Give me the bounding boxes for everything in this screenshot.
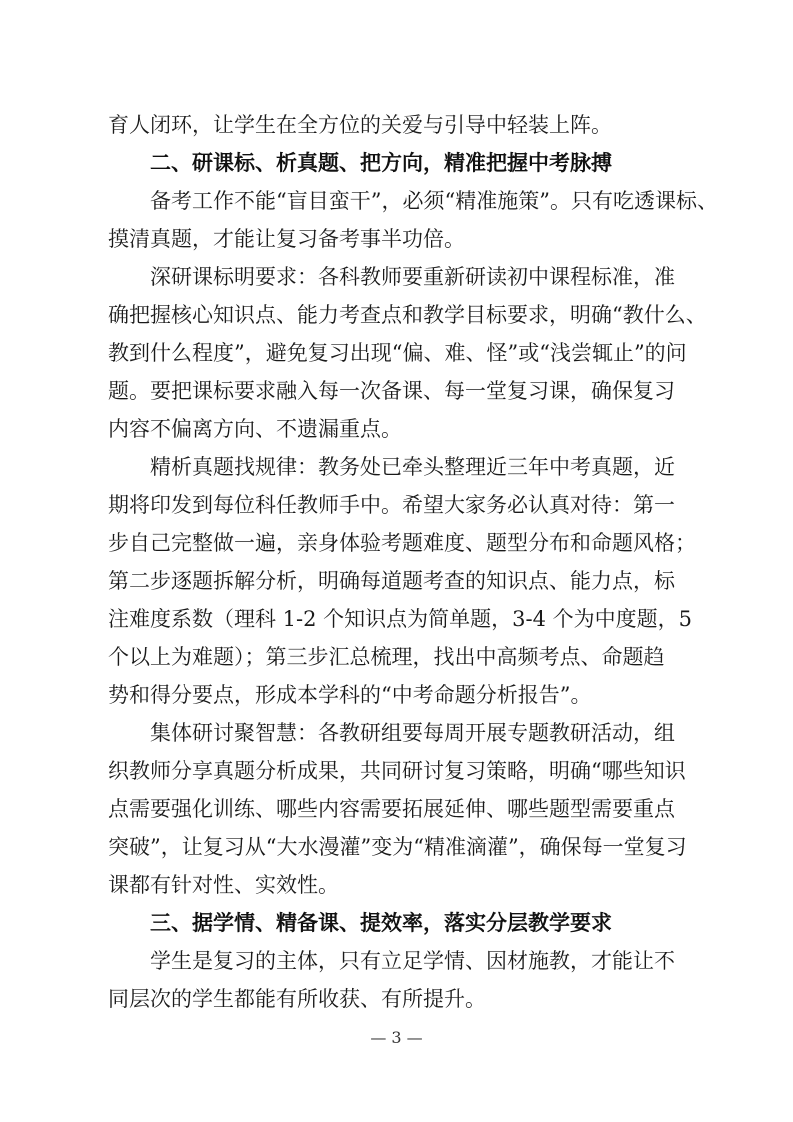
line-text: 期将印发到每位科任教师手中。希望大家务必认真对待：第一	[108, 493, 675, 517]
line-text: 织教师分享真题分析成果，共同研讨复习策略，明确“哪些知识	[108, 759, 686, 783]
paragraph-line	[0, 182, 793, 220]
section-heading-2	[0, 144, 793, 182]
line-text: 个以上为难题）；第三步汇总梳理，找出中高频考点、命题趋	[108, 645, 665, 669]
paragraph-line	[0, 600, 793, 638]
page-number: — 3 —	[370, 1028, 423, 1047]
paragraph-line	[0, 448, 793, 486]
line-text: 集体研讨聚智慧：各教研组要每周开展专题教研活动，组	[150, 721, 675, 745]
paragraph-line	[0, 372, 793, 410]
line-text: 第二步逐题拆解分析，明确每道题考查的知识点、能力点，标	[108, 569, 675, 593]
line-text: 备考工作不能“盲目蛮干”，必须“精准施策”。只有吃透课标、	[150, 189, 718, 213]
line-text: 注难度系数（理科 1-2 个知识点为简单题，3-4 个为中度题，5	[108, 607, 693, 631]
line-text: 教到什么程度”，避免复习出现“偏、难、怪”或“浅尝辄止”的问	[108, 341, 687, 365]
paragraph-line	[0, 638, 793, 676]
line-text: 学生是复习的主体，只有立足学情、因材施教，才能让不	[150, 949, 675, 973]
paragraph-line	[0, 334, 793, 372]
line-text: 题。要把课标要求融入每一次备课、每一堂复习课，确保复习	[108, 379, 675, 403]
paragraph-line	[0, 828, 793, 866]
line-text: 内容不偏离方向、不遗漏重点。	[108, 417, 402, 441]
paragraph-line	[0, 980, 793, 1018]
paragraph-line	[0, 296, 793, 334]
paragraph-line	[0, 676, 793, 714]
line-text: 同层次的学生都能有所收获、有所提升。	[108, 987, 486, 1011]
line-text: 步自己完整做一遍，亲身体验考题难度、题型分布和命题风格；	[108, 531, 696, 555]
section-heading-3	[0, 904, 793, 942]
line-text: 突破”，让复习从“大水漫灌”变为“精准滴灌”，确保每一堂复习	[108, 835, 687, 859]
line-text: 精析真题找规律：教务处已牵头整理近三年中考真题，近	[150, 455, 675, 479]
paragraph-line	[0, 258, 793, 296]
line-text: 深研课标明要求：各科教师要重新研读初中课程标准，准	[150, 265, 675, 289]
paragraph-line	[0, 562, 793, 600]
paragraph-line	[0, 752, 793, 790]
paragraph-line	[0, 220, 793, 258]
paragraph-line	[0, 106, 793, 144]
line-text: 课都有针对性、实效性。	[108, 873, 339, 897]
line-text: 确把握核心知识点、能力考查点和教学目标要求，明确“教什么、	[108, 303, 707, 327]
paragraph-line	[0, 524, 793, 562]
line-text: 势和得分要点，形成本学科的“中考命题分析报告”。	[108, 683, 592, 707]
paragraph-line	[0, 714, 793, 752]
paragraph-line	[0, 790, 793, 828]
paragraph-line	[0, 866, 793, 904]
heading-text: 二、研课标、析真题、把方向，精准把握中考脉搏	[150, 151, 612, 175]
line-text: 育人闭环，让学生在全方位的关爱与引导中轻装上阵。	[108, 113, 612, 137]
paragraph-line	[0, 410, 793, 448]
paragraph-line	[0, 942, 793, 980]
line-text: 摸清真题，才能让复习备考事半功倍。	[108, 227, 465, 251]
line-text: 点需要强化训练、哪些内容需要拓展延伸、哪些题型需要重点	[108, 797, 675, 821]
heading-text: 三、据学情、精备课、提效率，落实分层教学要求	[150, 911, 612, 935]
paragraph-line	[0, 486, 793, 524]
